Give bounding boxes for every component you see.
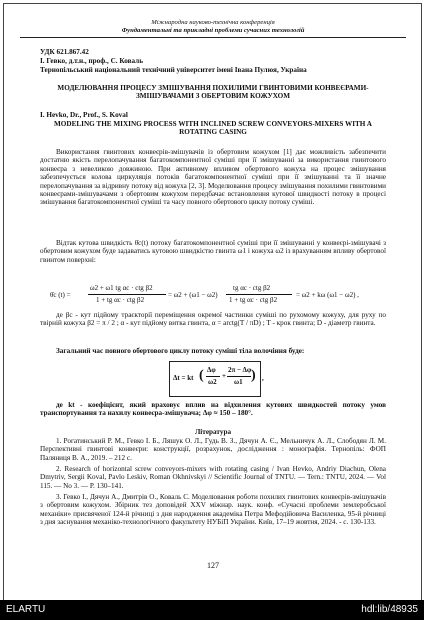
paragraph-3: де βc - кут підйому траєкторії переміщення окремої частинки суміші по рухомому кожуху, для руху по твірній кожуха β2 = π / 2 ; α - кут підйому витка гвинта, α = arctg(T / πD) ; T - крок гвинта; D - діаметр гвинта. [40, 311, 386, 328]
repository-name: ELARTU [6, 604, 46, 615]
formula-1-num2: tg αc · ctg β2 [233, 284, 271, 292]
paragraph-2: Відтак кутова швидкість θ̇c(t) потоку багатокомпонентної суміші при її змішуванні у конвеєрі-змішувачі з обертовим кожухом буде задаватись кутовою швидкістю гвинта ω1 і кожуха ω2 із врахуванням впливу обертової гвинтом поверхні: [40, 239, 386, 264]
formula-2-lhs: Δt = kt [173, 374, 194, 382]
paragraph-1: Використання гвинтових конвеєрів-змішувачів із обертовим кожухом [1] дає можливість забезпечити достатню якість перелопачування багатокомпонентної суміші при її змішуванні за використання гвинтового конвеєра з невеликою довжиною. При активному впливом обертового кожуха на процес змішування забезпечується колова циркуляція потоків багатокомпонентної суміші при її змішуванні та її значне перелопачування за відривну потоку від кожуха [2, 3]. Моделювання процесу змішування похилими гвинтовими конвеєрами-змішувачами з обертовим кожухом передбачає встановлення кутової швидкості потоку в процесі змішування багатокомпонентної суміші та часу повного обертового циклу потоку суміші. [40, 148, 386, 207]
title-en: MODELING THE MIXING PROCESS WITH INCLINED SCREW CONVEYORS-MIXERS WITH A ROTATING CASING [54, 120, 372, 137]
handle-id: hdl:lib/48935 [361, 604, 418, 615]
formula-1-num1: ω2 + ω1 tg αc · ctg β2 [90, 284, 153, 292]
header-divider [20, 37, 406, 38]
udk-code: УДК 621.867.42 [40, 48, 89, 56]
fraction-bar [226, 294, 292, 295]
affiliation: Тернопільський національний технічний університет імені Івана Пулюя, Україна [40, 66, 307, 74]
reference-item: 1. Рогатинський Р. М., Гевко І. Б., Ляшук О. Л., Гудь В. З., Дячун А. Є., Мельничук А. Л., Слободян Л. М. Перспективні гвинтові конвеєри: конструкції, розрахунок, дослідження : монографія. Тернопіль: ФОП Паляниця В. А., 2019. – 212 с. [40, 437, 386, 462]
reference-item: 3. Гевко І., Дячун А., Дмитрів О., Коваль С. Моделювання роботи похилих гвинтових конвеєрів-змішувачів з обертовим кожухом. Збірник тез доповідей XXV міжнар. наук. конф. «Сучасні проблеми землеробської механіки» присвяченої 124-й річниці з дня народження академіка Петра Мефодійовича Василенка, 95-й річниці з дня заснування механіко-технологічного факультету НУБіП України. Київ, 17–19 жовтня, 2024. - с. 130-133. [40, 493, 386, 527]
fraction-bar [88, 294, 166, 295]
fraction-bar [206, 376, 220, 377]
formula-1-rhs: = ω2 + kω (ω1 − ω2) , [296, 291, 359, 299]
page-number: 127 [207, 561, 219, 570]
authors-ua: І. Гевко, д.т.н., проф., С. Коваль [40, 57, 143, 65]
authors-en: I. Hevko, Dr., Prof., S. Koval [40, 111, 128, 119]
formula-2-t1-den: ω2 [208, 378, 217, 386]
formula-2-plus: + [222, 372, 226, 380]
paragraph-5: де kt - коефіцієнт, який враховує вплив на відхилення кутових швидкостей потоку умов транспортування та нахилу конвеєра-змішувача; Δφ ≈ 150 – 180°. [40, 401, 386, 418]
left-paren: ( [199, 368, 204, 383]
formula-1-lhs: θ̇c (t) = [50, 291, 71, 299]
paper-page [3, 3, 422, 601]
conference-title: Міжнародна науково-технічна конференція [151, 19, 275, 26]
formula-2-t2-num: 2π − Δφ [228, 366, 252, 374]
formula-2-t2-den: ω1 [234, 378, 243, 386]
title-ua: МОДЕЛЮВАННЯ ПРОЦЕСУ ЗМІШУВАННЯ ПОХИЛИМИ ГВИНТОВИМИ КОНВЕЄРАМИ-ЗМІШУВАЧАМИ З ОБЕРТОВИМ КОЖУХОМ [57, 84, 369, 101]
formula-2-t1-num: Δφ [207, 366, 216, 374]
reference-item: 2. Research of horizontal screw conveyors-mixers with rotating casing / Ivan Hevko, Andriy Diachun, Olena Dmytriv, Sergii Koval, Pavlo Leskiv, Roman Okhnivskyi // Scientific Journal of TNTU. — Tern.: TNTU, 2024. — Vol 115. — No 3. — P. 130–141. [40, 465, 386, 490]
conference-subtitle: Фундаментальні та прикладні проблеми сучасних технологій [121, 27, 305, 34]
formula-1-den1: 1 + tg αc · ctg β2 [96, 296, 145, 304]
references-title: Література [194, 428, 232, 436]
paragraph-4: Загальний час повного обертового циклу потоку суміші тіла волочіння буде: [56, 347, 305, 355]
right-paren: ) [251, 368, 256, 383]
fraction-bar [227, 376, 251, 377]
formula-1-den2: 1 + tg αc · ctg β2 [229, 296, 278, 304]
formula-1-mid: = ω2 + (ω1 − ω2) [168, 291, 218, 299]
repository-footer [0, 600, 424, 620]
formula-2-tail: , [262, 374, 264, 382]
